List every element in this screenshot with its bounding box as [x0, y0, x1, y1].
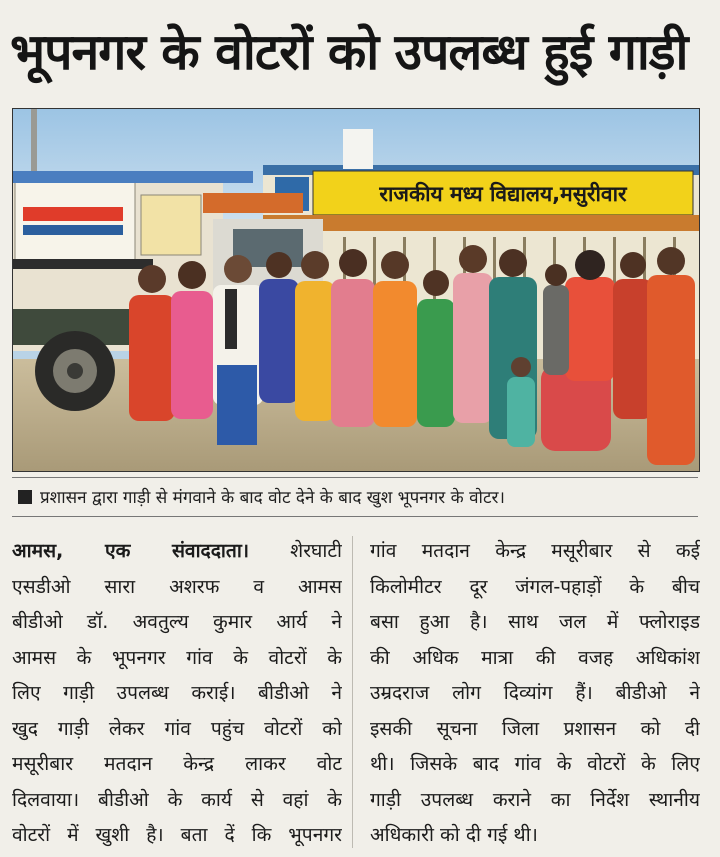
article-line — [12, 533, 342, 569]
school-sign: राजकीय मध्य विद्यालय,मसुरीवार — [379, 182, 627, 206]
photo-caption — [12, 477, 698, 517]
article-column-left — [12, 533, 342, 851]
article-line: गांव मतदान केन्द्र मसूरीबार से कई — [370, 539, 700, 562]
article-line: थी। जिसके बाद गांव के वोटरों के लिए — [370, 752, 700, 775]
article-line: लिए गाड़ी उपलब्ध कराई। बीडीओ ने — [12, 681, 342, 704]
byline: आमस, एक संवाददाता। — [12, 539, 250, 562]
article-line: दिलवाया। बीडीओ के कार्य से वहां के — [12, 787, 342, 811]
headline: भूपनगर के वोटरों को उपलब्ध हुई गाड़ी — [10, 23, 688, 81]
article-line: की अधिक मात्रा की वजह अधिकांश — [370, 645, 700, 669]
article-line: गाड़ी उपलब्ध कराने का निर्देश स्थानीय — [370, 787, 700, 811]
article-line: मसूरीबार मतदान केन्द्र लाकर वोट — [12, 752, 342, 775]
pole — [31, 109, 37, 179]
news-photo — [12, 108, 700, 472]
article-line: बीडीओ डॉ. अवतुल्य कुमार आर्य ने — [12, 610, 342, 633]
article-column-right — [370, 533, 700, 851]
article-line-text: शेरघाटी — [290, 539, 342, 562]
article-line: अधिकारी को दी गई थी। — [370, 823, 538, 846]
column-divider — [352, 536, 353, 848]
photo-illustration — [13, 109, 699, 471]
article-line: किलोमीटर दूर जंगल-पहाड़ों के बीच — [370, 574, 700, 598]
article-line: वोटरों में खुशी है। बता दें कि भूपनगर — [12, 823, 342, 846]
caption-marker-icon — [18, 490, 32, 504]
article-line: आमस के भूपनगर गांव के वोटरों के — [12, 645, 342, 669]
caption-text: प्रशासन द्वारा गाड़ी से मंगवाने के बाद वोट देने के बाद खुश भूपनगर के वोटर। — [40, 488, 505, 508]
article-line: खुद गाड़ी लेकर गांव पहुंच वोटरों को — [12, 716, 342, 740]
article-line: एसडीओ सारा अशरफ व आमस — [12, 574, 342, 598]
article-line: उम्रदराज लोग दिव्यांग हैं। बीडीओ ने — [370, 681, 700, 704]
article-line: बसा हुआ है। साथ जल में फ्लोराइड — [370, 610, 700, 633]
article-line: इसकी सूचना जिला प्रशासन को दी — [370, 716, 700, 740]
